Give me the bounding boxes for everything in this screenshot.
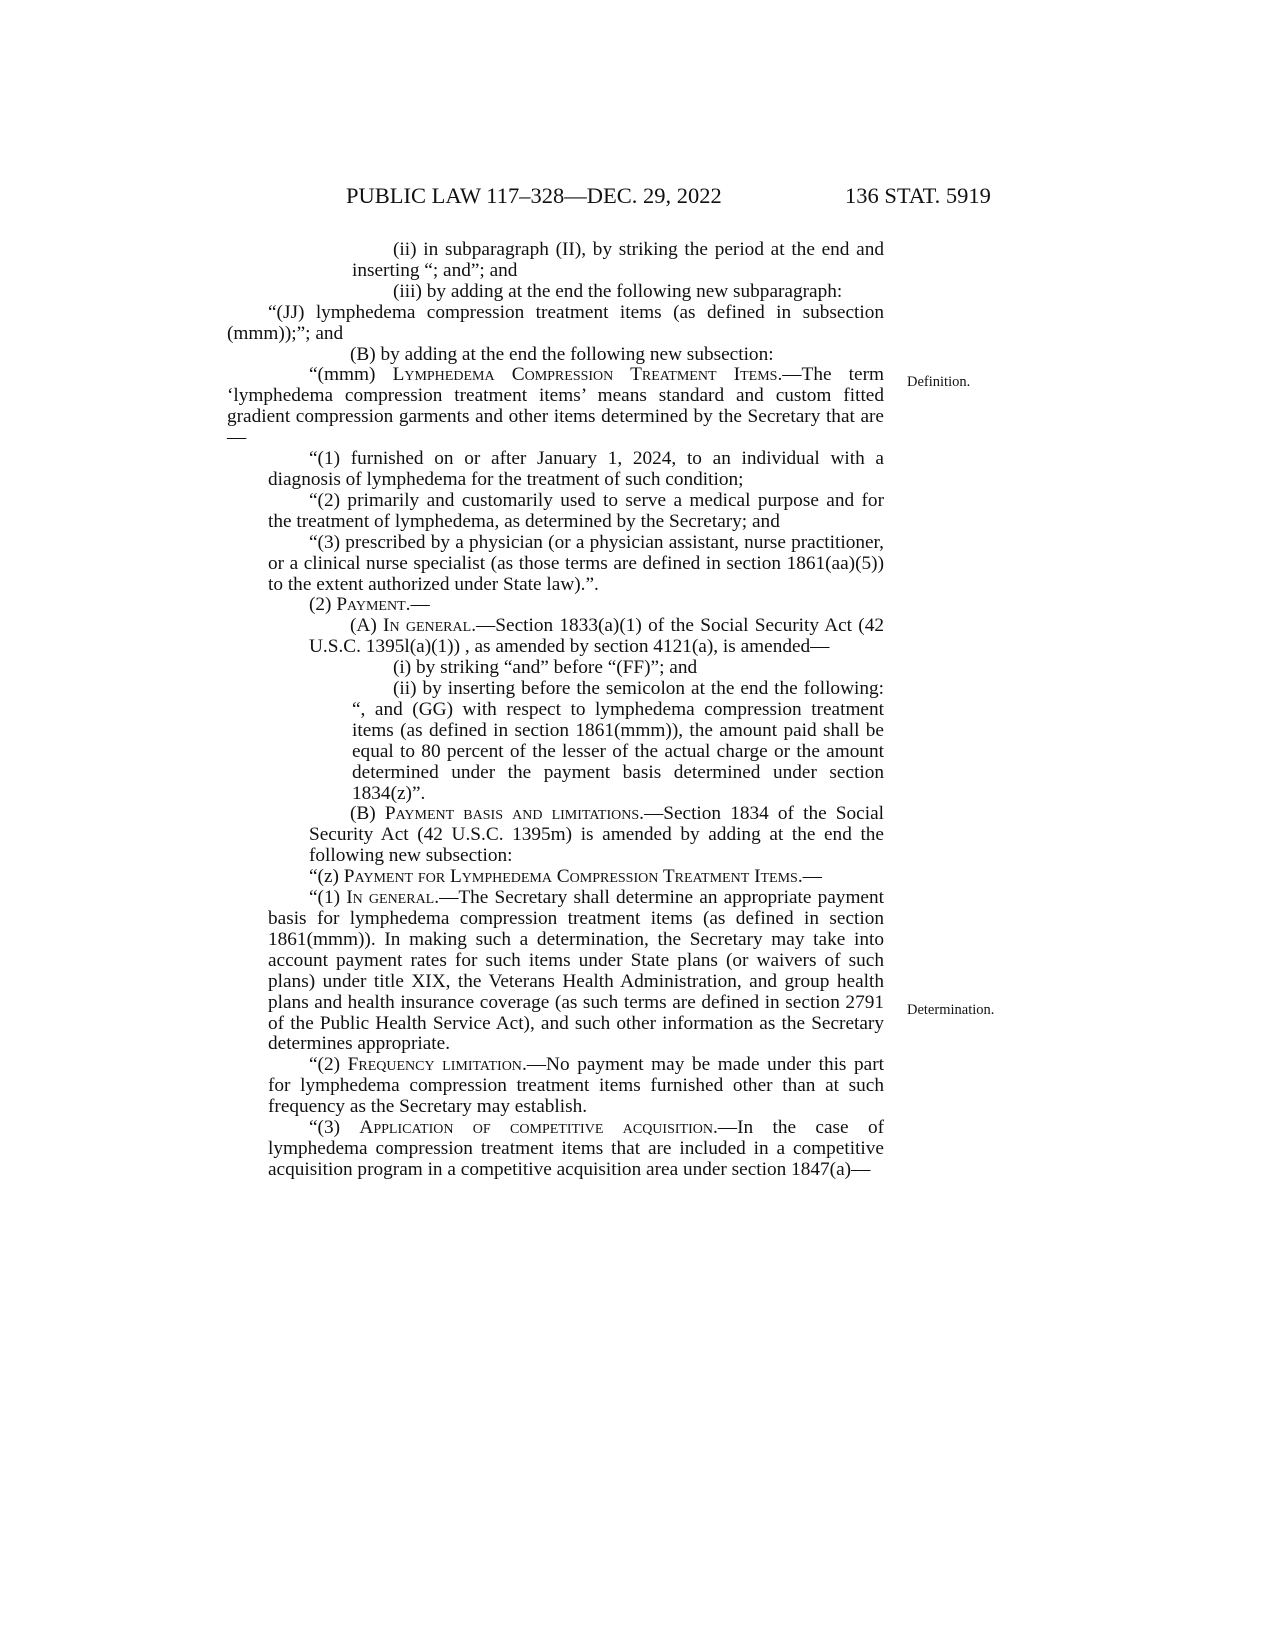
z-1-in-general: “(1) In general.—The Secretary shall determine an appropriate payment basis for lymphedema compression treatment items (as defined in section 1861(mmm)). In making such a determination, the Secretary may take into account payment rates for such items under State plans (or waivers of such plans) under title XIX, the Veterans Health Administration, and group health plans and health insurance coverage (as such terms are defined in section 2791 of the Public Health Service Act), and such other information as the Secretary determines appropriate. (268, 887, 884, 1055)
item-3-prescribed: “(3) prescribed by a physician (or a physician assistant, nurse practitioner, or a clinical nurse specialist (as those terms are defined in section 1861(aa)(5)) to the extent authorized under State law).”. (268, 531, 884, 595)
subsection-mmm-definition: “(mmm) Lymphedema Compression Treatment Items.—The term ‘lymphedema compression treatment items’ means standard and custom fitted gradient compression garments and other items determined by the Secretary that are— (227, 364, 885, 449)
subsection-z-heading: “(z) Payment for Lymphedema Compression Treatment Items.— (309, 866, 822, 888)
subparagraph-b-payment-basis: (B) Payment basis and limitations.—Section 1834 of the Social Security Act (42 U.S.C. 1395m) is amended by adding at the end the following new subsection: (309, 803, 884, 867)
item-2-medical-purpose: “(2) primarily and customarily used to serve a medical purpose and for the treatment of lymphedema, as determined by the Secretary; and (268, 489, 884, 532)
clause-i-striking-and: (i) by striking “and” before “(FF)”; and (393, 657, 698, 679)
paragraph-2-payment: (2) Payment.— (309, 594, 430, 616)
running-header-title: PUBLIC LAW 117–328—DEC. 29, 2022 (346, 183, 722, 208)
clause-ii-inserting-gg: (ii) by inserting before the semicolon at the end the following: “, and (GG) with respect to lymphedema compression treatment items (as defined in section 1861(mmm)), the amount paid shall be equal to 80 percent of the lesser of the actual charge or the amount determined under the payment basis determined under section 1834(z)”. (352, 678, 884, 804)
statute-body (227, 240, 884, 1181)
z-2-frequency-limitation: “(2) Frequency limitation.—No payment may be made under this part for lymphedema compression treatment items furnished other than at such frequency as the Secretary may establish. (268, 1054, 885, 1118)
margin-note-determination: Determination. (907, 1002, 995, 1018)
subparagraph-b-new-subsection: (B) by adding at the end the following new subsection: (350, 343, 774, 365)
subparagraph-jj: “(JJ) lymphedema compression treatment items (as defined in subsection (mmm));”; and (227, 301, 884, 344)
page-stat-number: 136 STAT. 5919 (845, 183, 991, 208)
clause-iii-adding-subparagraph: (iii) by adding at the end the following new subparagraph: (393, 280, 843, 302)
item-1-furnished: “(1) furnished on or after January 1, 2024, to an individual with a diagnosis of lymphedema for the treatment of such condition; (268, 448, 884, 490)
heading-lymphedema-items: Lymphedema Compression Treatment Items (392, 364, 778, 386)
margin-note-definition: Definition. (907, 374, 971, 390)
subparagraph-a-in-general: (A) In general.—Section 1833(a)(1) of the Social Security Act (42 U.S.C. 1395l(a)(1)) , as amended by section 4121(a), is amended— (309, 615, 885, 658)
clause-ii-striking-period: (ii) in subparagraph (II), by striking the period at the end and inserting “; and”; and (352, 239, 884, 281)
z-3-competitive-acquisition: “(3) Application of competitive acquisition.—In the case of lymphedema compression treatment items that are included in a competitive acquisition program in a competitive acquisition area under section 1847(a)— (268, 1117, 885, 1180)
